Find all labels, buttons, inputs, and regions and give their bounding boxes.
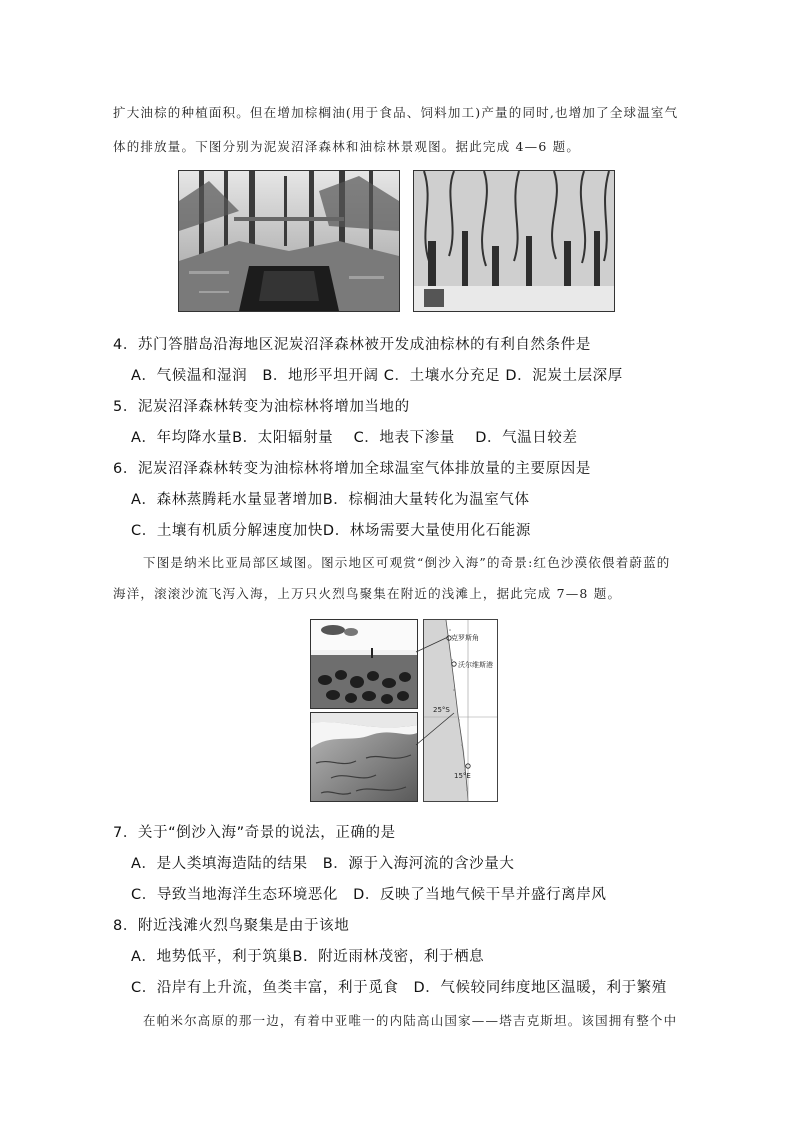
question-8-options-row1: A．地势低平，利于筑巢B．附近雨林茂密，利于栖息: [131, 949, 485, 965]
question-7-stem: 7．关于“倒沙入海”奇景的说法，正确的是: [113, 825, 396, 841]
intro-line-1: 扩大油棕的种植面积。但在增加棕榈油(用于食品、饲料加工)产量的同时,也增加了全球温室气: [113, 105, 679, 120]
intro-line-2: 体的排放量。下图分别为泥炭沼泽森林和油棕林景观图。据此完成 4—6 题。: [113, 139, 581, 154]
question-7-options-row1: A．是人类填海造陆的结果 B．源于入海河流的含沙量大: [131, 856, 515, 872]
question-8-stem: 8．附近浅滩火烈鸟聚集是由于该地: [113, 918, 350, 934]
question-6-stem: 6．泥炭沼泽森林转变为油棕林将增加全球温室气体排放量的主要原因是: [113, 461, 591, 477]
question-8-options-row2: C．沿岸有上升流，鱼类丰富，利于觅食 D．气候较同纬度地区温暖，利于繁殖: [131, 980, 667, 996]
question-5-options: A．年均降水量B．太阳辐射量 C．地表下渗量 D．气温日较差: [131, 430, 578, 446]
question-4-options: A．气候温和湿润 B．地形平坦开阔 C．土壤水分充足 D．泥炭土层深厚: [131, 368, 623, 384]
question-5-stem: 5．泥炭沼泽森林转变为油棕林将增加当地的: [113, 399, 410, 415]
passage2-line-2: 海洋，滚滚沙流飞泻入海，上万只火烈鸟聚集在附近的浅滩上，据此完成 7—8 题。: [113, 586, 622, 601]
question-7-options-row2: C．导致当地海洋生态环境恶化 D．反映了当地气候干旱并盛行离岸风: [131, 887, 607, 903]
map-label-city: 沃尔维斯港: [458, 661, 493, 669]
question-6-options-row2: C．土壤有机质分解速度加快D．林场需要大量使用化石能源: [131, 523, 531, 539]
map-label-latitude: 25°S: [433, 706, 450, 714]
passage3-line-1: 在帕米尔高原的那一边，有着中亚唯一的内陆高山国家——塔吉克斯坦。该国拥有整个中: [143, 1013, 678, 1028]
map-label-longitude: 15°E: [454, 772, 471, 780]
passage2-line-1: 下图是纳米比亚局部区域图。图示地区可观赏“倒沙入海”的奇景:红色沙漠依偎着蔚蓝的: [143, 555, 671, 570]
question-4-stem: 4．苏门答腊岛沿海地区泥炭沼泽森林被开发成油棕林的有利自然条件是: [113, 337, 591, 353]
question-6-options-row1: A．森林蒸腾耗水量显著增加B．棕榈油大量转化为温室气体: [131, 492, 530, 508]
map-label-cape: 克罗斯角: [451, 634, 479, 642]
